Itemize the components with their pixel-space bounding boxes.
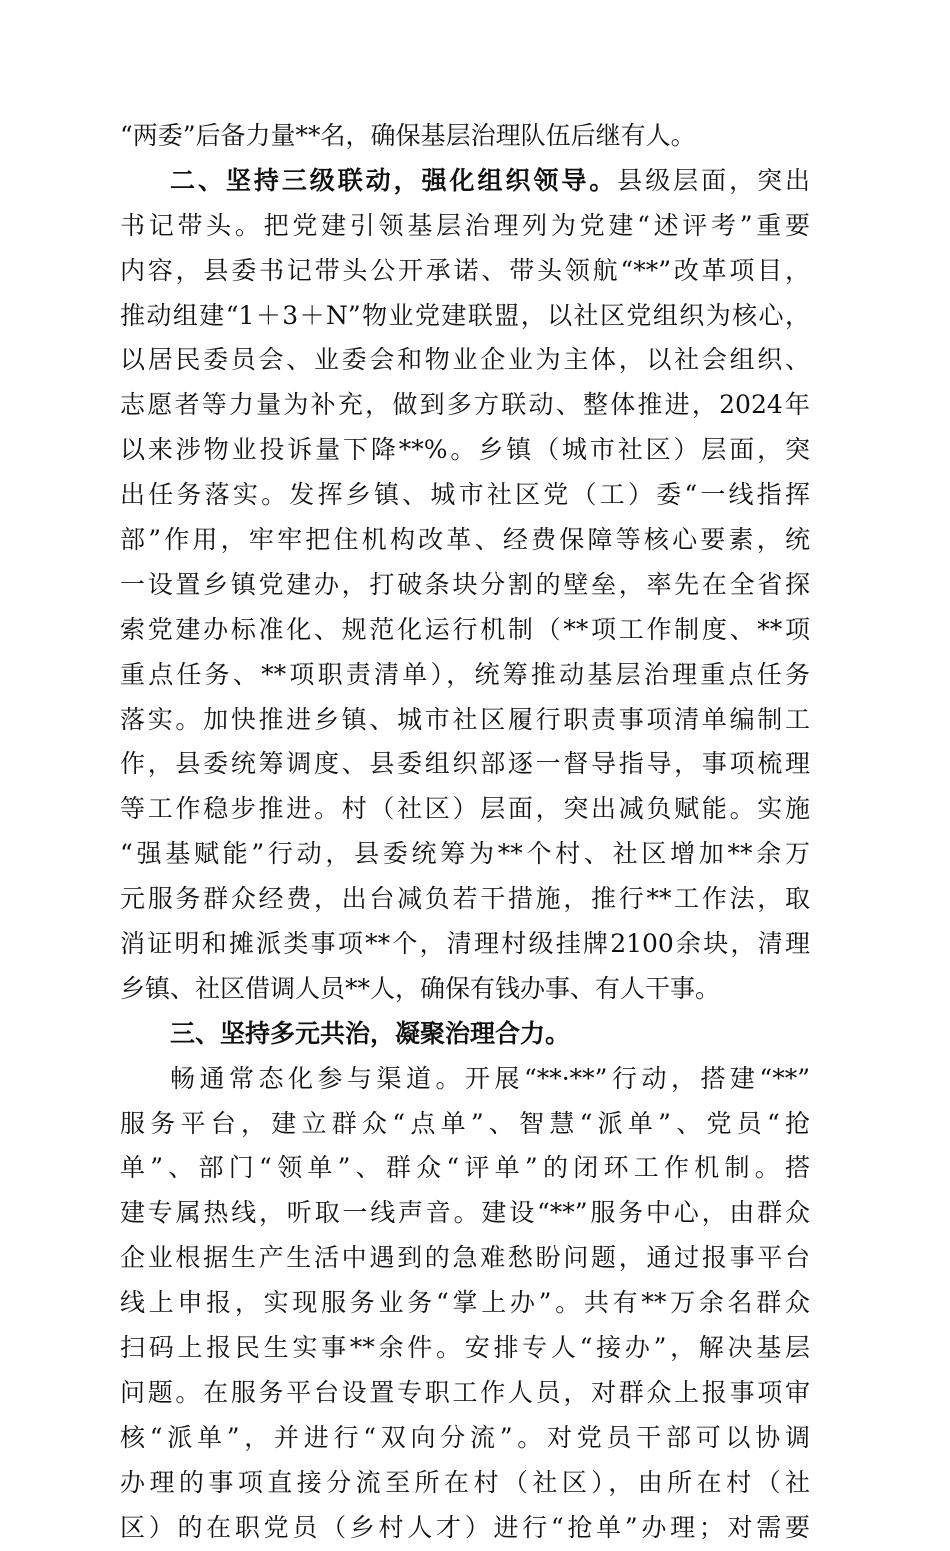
section-heading-3: 三、坚持多元共治，凝聚治理合力。: [170, 1018, 571, 1048]
text-line: 线上申报，实现服务业务“掌上办”。共有**万余名群众: [120, 1288, 810, 1318]
paragraph-2: [120, 159, 810, 1012]
text-line: 等工作稳步推进。村（社区）层面，突出减负赋能。实施: [120, 794, 810, 824]
heading-line-rest: 县级层面，突出: [617, 165, 810, 195]
text-line: 服务平台，建立群众“点单”、智慧“派单”、党员“抢: [120, 1108, 810, 1138]
text-line: 消证明和摊派类事项**个，清理村级挂牌2100余块，清理: [120, 929, 810, 959]
text-line: 推动组建“1＋3＋N”物业党建联盟，以社区党组织为核心，: [120, 300, 810, 330]
text-line: 以居民委员会、业委会和物业企业为主体，以社会组织、: [120, 345, 810, 375]
text-line: 内容，县委书记带头公开承诺、带头领航“**”改革项目，: [120, 255, 810, 285]
text-line: [120, 159, 810, 204]
text-line: 企业根据生产生活中遇到的急难愁盼问题，通过报事平台: [120, 1243, 810, 1273]
text-line: 核“派单”，并进行“双向分流”。对党员干部可以协调: [120, 1422, 810, 1452]
text-line: 区）的在职党员（乡村人才）进行“抢单”办理；对需要: [120, 1512, 810, 1542]
body-text: [120, 114, 810, 1551]
text-line: 志愿者等力量为补充，做到多方联动、整体推进，2024年: [120, 390, 810, 420]
text-line: 落实。加快推进乡镇、城市社区履行职责事项清单编制工: [120, 704, 810, 734]
text-line: 以来涉物业投诉量下降**%。乡镇（城市社区）层面，突: [120, 435, 810, 465]
paragraph-3: [120, 1012, 810, 1057]
text-line: “强基赋能”行动，县委统筹为**个村、社区增加**余万: [120, 839, 810, 869]
text-line: 作，县委统筹调度、县委组织部逐一督导指导，事项梳理: [120, 749, 810, 779]
text-line: 单”、部门“领单”、群众“评单”的闭环工作机制。搭: [120, 1153, 810, 1183]
paragraph-4: [120, 1057, 810, 1551]
text-line: 乡镇、社区借调人员**人，确保有钱办事、有人干事。: [120, 973, 721, 1003]
text-line: 畅通常态化参与渠道。开展“**·**”行动，搭建“**”: [170, 1063, 810, 1093]
section-heading-2: 二、坚持三级联动，强化组织领导。: [170, 165, 618, 195]
text-line: 办理的事项直接分流至所在村（社区），由所在村（社: [120, 1467, 810, 1497]
text-line: 建专属热线，听取一线声音。建设“**”服务中心，由群众: [120, 1198, 810, 1228]
text-line: 索党建办标准化、规范化运行机制（**项工作制度、**项: [120, 614, 810, 644]
text-line: 元服务群众经费，出台减负若干措施，推行**工作法，取: [120, 884, 810, 914]
text-line: 重点任务、**项职责清单），统筹推动基层治理重点任务: [120, 659, 810, 689]
text-line: 部”作用，牢牢把住机构改革、经费保障等核心要素，统: [120, 525, 810, 555]
text-line: 出任务落实。发挥乡镇、城市社区党（工）委“一线指挥: [120, 480, 810, 510]
text-line: 一设置乡镇党建办，打破条块分割的壁垒，率先在全省探: [120, 569, 810, 599]
text-line: 书记带头。把党建引领基层治理列为党建“述评考”重要: [120, 210, 810, 240]
paragraph-1: [120, 114, 810, 159]
text-line: 问题。在服务平台设置专职工作人员，对群众上报事项审: [120, 1377, 810, 1407]
text-line: 扫码上报民生实事**余件。安排专人“接办”，解决基层: [120, 1333, 810, 1363]
text-line: “两委”后备力量**名，确保基层治理队伍后继有人。: [120, 121, 696, 150]
